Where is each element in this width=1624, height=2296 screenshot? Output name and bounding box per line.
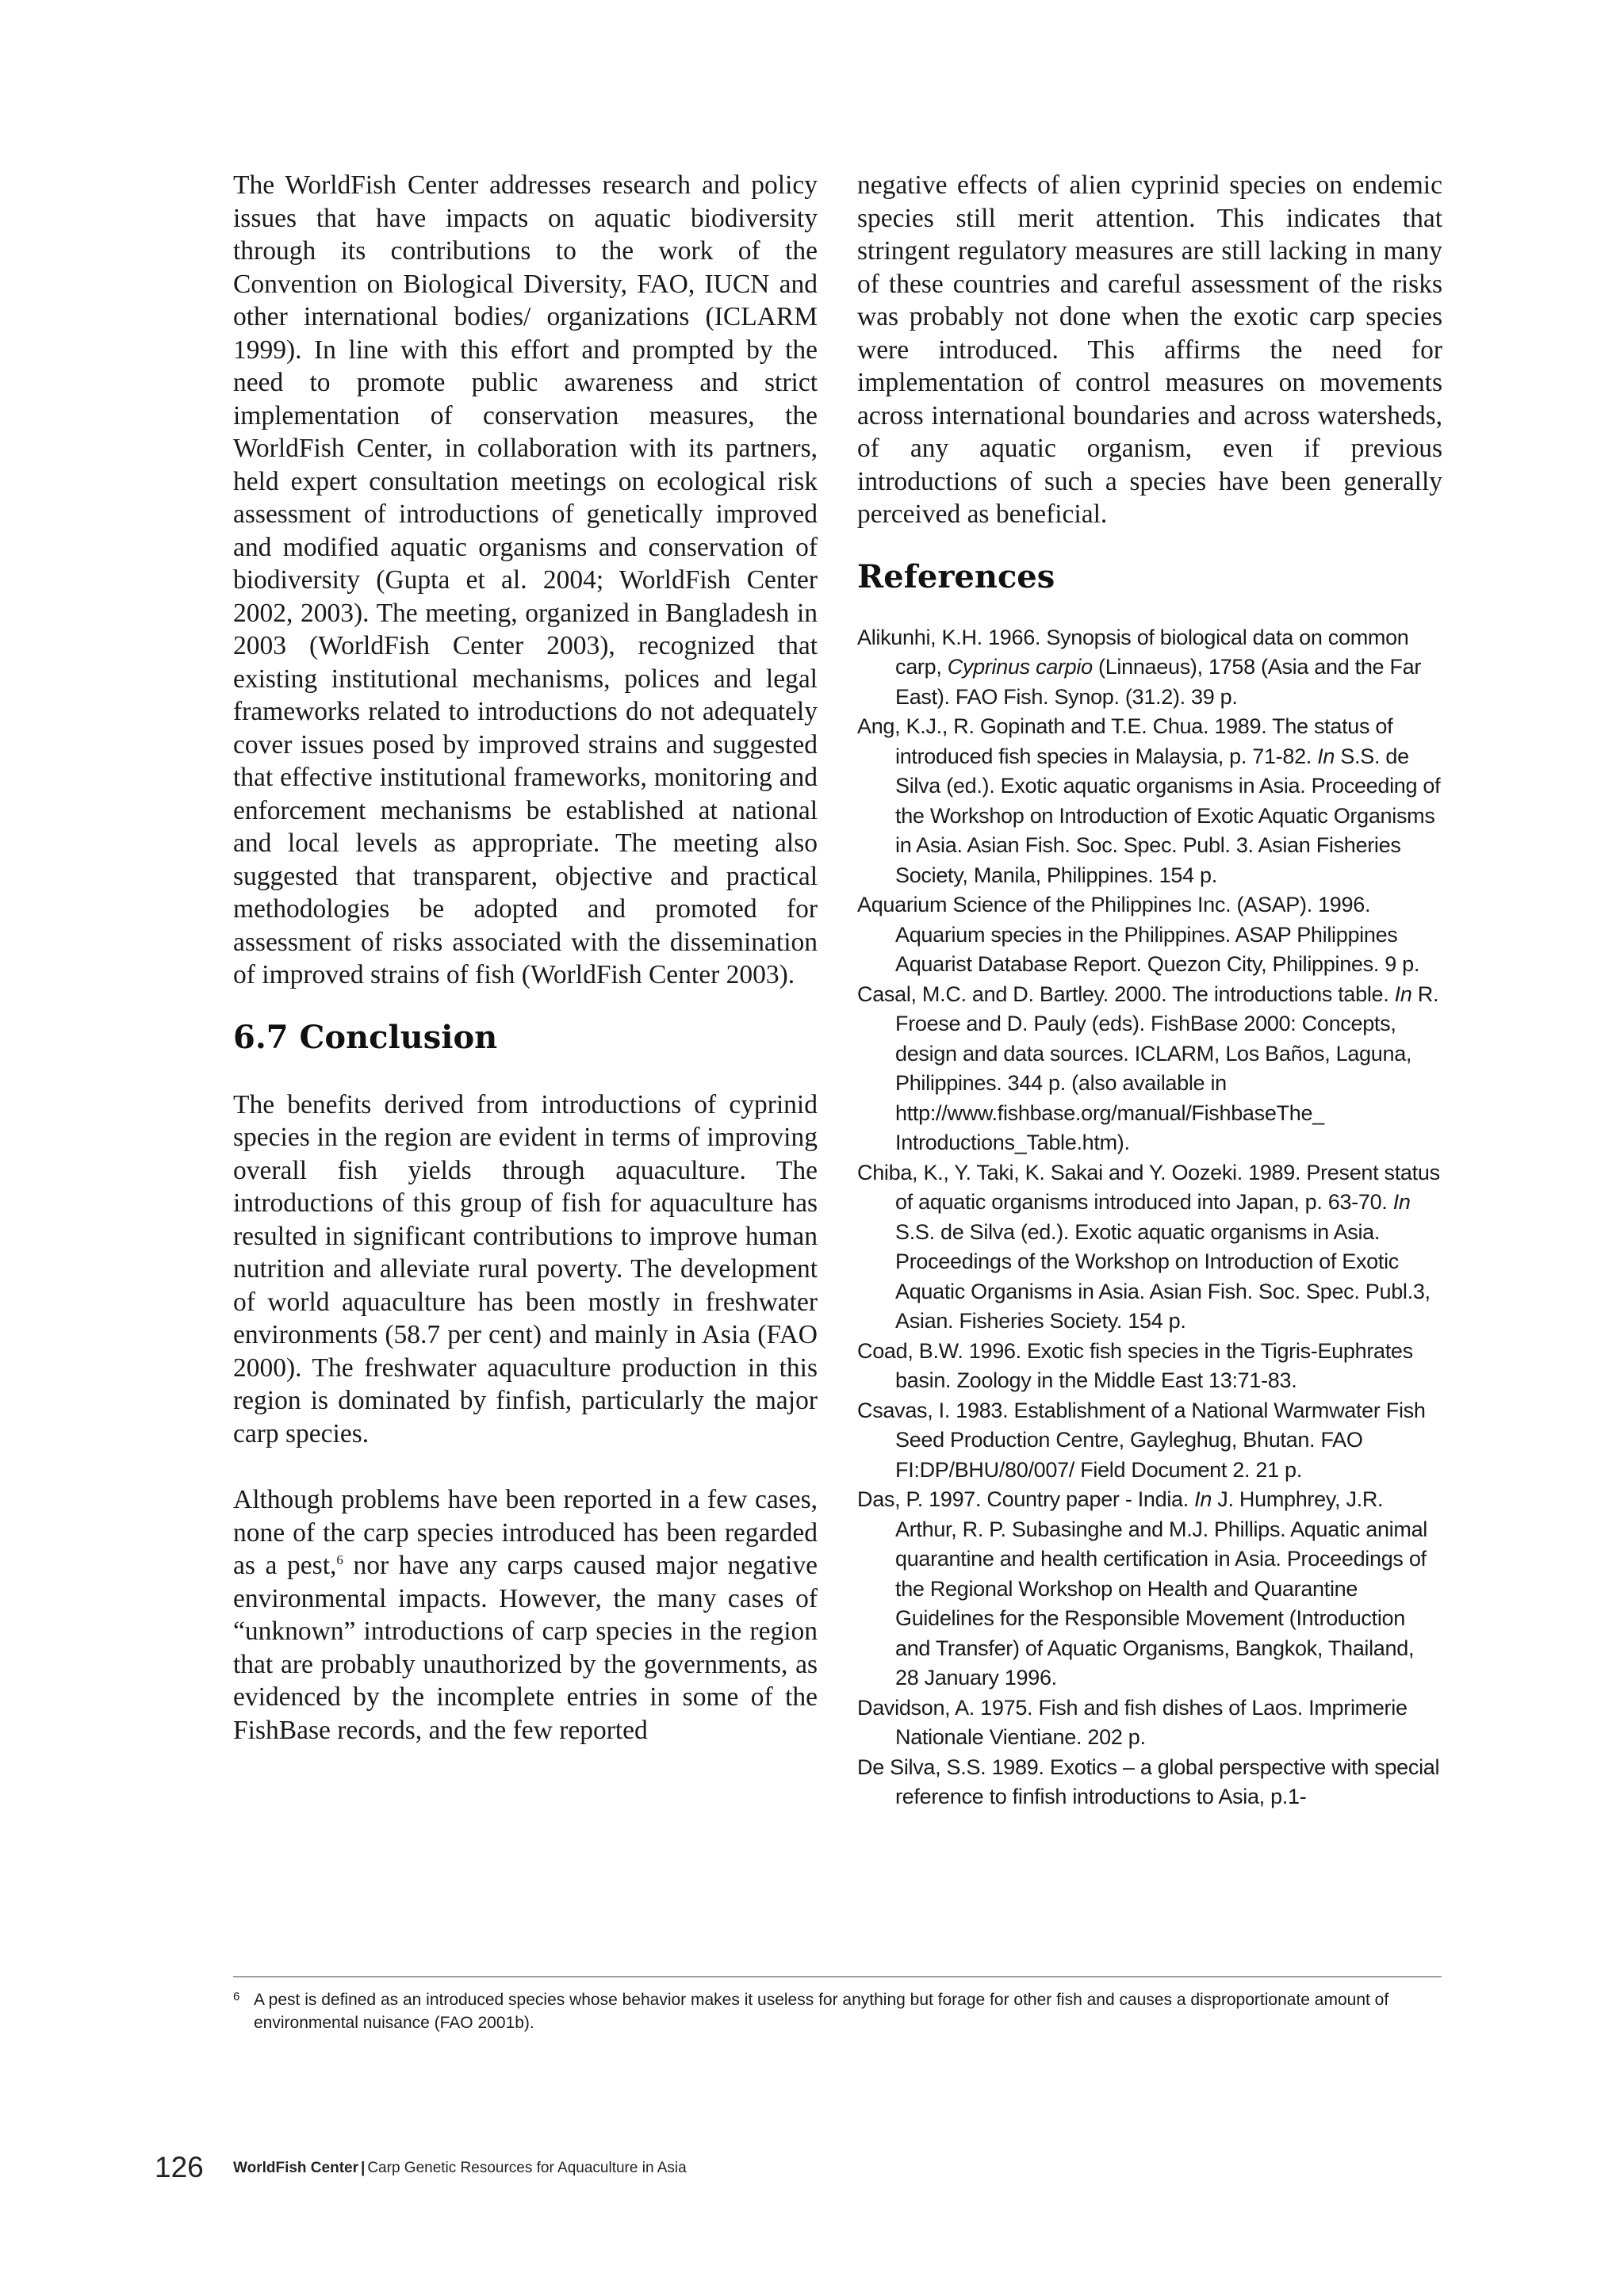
running-footer: [233, 2158, 687, 2179]
footnote: [233, 1988, 1442, 2034]
reference-entry: [857, 1693, 1442, 1753]
left-column: [233, 169, 818, 1747]
footnote-number: 6: [233, 1990, 240, 2003]
right-column: [857, 169, 1442, 1812]
reference-text: Casal, M.C. and D. Bartley. 2000. The introductions table.: [857, 982, 1395, 1006]
footnote-text: A pest is defined as an introduced species whose behavior makes it useless for anything but forage for other fish and causes a disproportionate amount of environmental nuisance (FAO 2001b).: [254, 1991, 1389, 2032]
reference-text: Chiba, K., Y. Taki, K. Sakai and Y. Oozeki. 1989. Present status of aquatic organisms introduced into Japan, p. 63-70.: [857, 1160, 1440, 1214]
references-heading: References: [857, 557, 1055, 595]
body-paragraph: [233, 1483, 818, 1747]
reference-italic: In: [1317, 744, 1335, 768]
reference-italic: In: [1392, 1190, 1411, 1214]
reference-entry: [857, 1485, 1442, 1693]
reference-text: Davidson, A. 1975. Fish and fish dishes of Laos. Imprimerie Nationale Vientiane. 202 p.: [857, 1695, 1408, 1749]
reference-text: Das, P. 1997. Country paper - India.: [857, 1487, 1195, 1511]
reference-italic: In: [1394, 982, 1412, 1006]
reference-italic: In: [1194, 1487, 1212, 1511]
reference-entry: [857, 623, 1442, 713]
reference-entry: [857, 1158, 1442, 1337]
reference-text: R. Froese and D. Pauly (eds). FishBase 2000: Concepts, design and data sources. ICLARM, Los Baños, Laguna, Philippines. 344 p. (also available in http://www.fishbase.org/manual/FishbaseThe_ Introductions_Table.htm).: [895, 982, 1439, 1154]
body-paragraph: The benefits derived from introductions of cyprinid species in the region are evident in terms of improving overall fish yields through aquaculture. The introductions of this group of fish for aquaculture has resulted in significant contributions to improve human nutrition and alleviate rural poverty. The development of world aquaculture has been mostly in freshwater environments (58.7 per cent) and mainly in Asia (FAO 2000). The freshwater aquaculture production in this region is dominated by finfish, particularly the major carp species.: [233, 1089, 818, 1448]
reference-entry: [857, 890, 1442, 980]
conclusion-heading: 6.7 Conclusion: [233, 1018, 498, 1056]
footer-organization: WorldFish Center: [233, 2160, 358, 2176]
paragraph-text: nor have any carps caused major negative environmental impacts. However, the many cases of “unknown” introductions of carp species in the region that are probably unauthorized by the governments, as evidenced by the incomplete entries in some of the FishBase records, and the few reported: [233, 1551, 818, 1745]
reference-text: Alikunhi, K.H. 1966. Synopsis of biological data on common carp,: [857, 625, 1409, 679]
footnote-divider: [233, 1976, 1442, 1977]
footer-separator: |: [361, 2160, 366, 2176]
reference-entry: [857, 1396, 1442, 1486]
reference-italic: Cyprinus carpio: [947, 655, 1093, 679]
reference-text: De Silva, S.S. 1989. Exotics – a global perspective with special reference to finfish introductions to Asia, p.1-: [857, 1755, 1440, 1808]
reference-text: Csavas, I. 1983. Establishment of a National Warmwater Fish Seed Production Centre, Gayleghug, Bhutan. FAO FI:DP/BHU/80/007/ Field Document 2. 21 p.: [857, 1398, 1426, 1482]
reference-text: S.S. de Silva (ed.). Exotic aquatic organisms in Asia. Proceeding of the Workshop on Introduction of Exotic Aquatic Organisms in Asia. Asian Fish. Soc. Spec. Publ. 3. Asian Fisheries Society, Manila, Philippines. 154 p.: [895, 744, 1441, 887]
reference-text: Aquarium Science of the Philippines Inc. (ASAP). 1996. Aquarium species in the Philippines. ASAP Philippines Aquarist Database Report. Quezon City, Philippines. 9 p.: [857, 893, 1420, 976]
reference-entry: [857, 980, 1442, 1158]
body-paragraph: negative effects of alien cyprinid species on endemic species still merit attention. This indicates that stringent regulatory measures are still lacking in many of these countries and careful assessment of the risks was probably not done when the exotic carp species were introduced. This affirms the need for implementation of control measures on movements across international boundaries and across watersheds, of any aquatic organism, even if previous introductions of such a species have been generally perceived as beneficial.: [857, 170, 1442, 529]
reference-text: Coad, B.W. 1996. Exotic fish species in the Tigris-Euphrates basin. Zoology in the Middle East 13:71-83.: [857, 1338, 1413, 1392]
footnote-marker[interactable]: 6: [336, 1552, 343, 1567]
reference-entry: [857, 712, 1442, 890]
reference-entry: [857, 1337, 1442, 1396]
reference-text: S.S. de Silva (ed.). Exotic aquatic organisms in Asia. Proceedings of the Workshop on Introduction of Exotic Aquatic Organisms in Asia. Asian Fish. Soc. Spec. Publ.3, Asian. Fisheries Society. 154 p.: [895, 1219, 1431, 1333]
body-paragraph: The WorldFish Center addresses research and policy issues that have impacts on aquatic biodiversity through its contributions to the work of the Convention on Biological Diversity, FAO, IUCN and other international bodies/ organizations (ICLARM 1999). In line with this effort and prompted by the need to promote public awareness and strict implementation of conservation measures, the WorldFish Center, in collaboration with its partners, held expert consultation meetings on ecological risk assessment of introductions of genetically improved and modified aquatic organisms and conservation of biodiversity (Gupta et al. 2004; WorldFish Center 2002, 2003). The meeting, organized in Bangladesh in 2003 (WorldFish Center 2003), recognized that existing institutional mechanisms, polices and legal frameworks related to introductions do not adequately cover issues posed by improved strains and suggested that effective institutional frameworks, monitoring and enforcement mechanisms be established at national and local levels as appropriate. The meeting also suggested that transparent, objective and practical methodologies be adopted and promoted for assessment of risks associated with the dissemination of improved strains of fish (WorldFish Center 2003).: [233, 170, 818, 989]
page-number: 126: [155, 2151, 204, 2183]
footer-book-title: Carp Genetic Resources for Aquaculture in Asia: [367, 2160, 687, 2176]
references-list: [857, 623, 1442, 1812]
reference-text: J. Humphrey, J.R. Arthur, R. P. Subasinghe and M.J. Phillips. Aquatic animal quarantine and health certification in Asia. Proceedings of the Regional Workshop on Health and Quarantine Guidelines for the Responsible Movement (Introduction and Transfer) of Aquatic Organisms, Bangkok, Thailand, 28 January 1996.: [895, 1487, 1427, 1689]
reference-text: Ang, K.J., R. Gopinath and T.E. Chua. 1989. The status of introduced fish species in Malaysia, p. 71-82.: [857, 714, 1393, 768]
paragraph-text: Although problems have been reported in a few cases, none of the carp species introduced has been regarded as a pest,: [233, 1485, 818, 1580]
reference-entry: [857, 1753, 1442, 1812]
reference-text: (Linnaeus), 1758 (Asia and the Far East). FAO Fish. Synop. (31.2). 39 p.: [895, 655, 1422, 709]
